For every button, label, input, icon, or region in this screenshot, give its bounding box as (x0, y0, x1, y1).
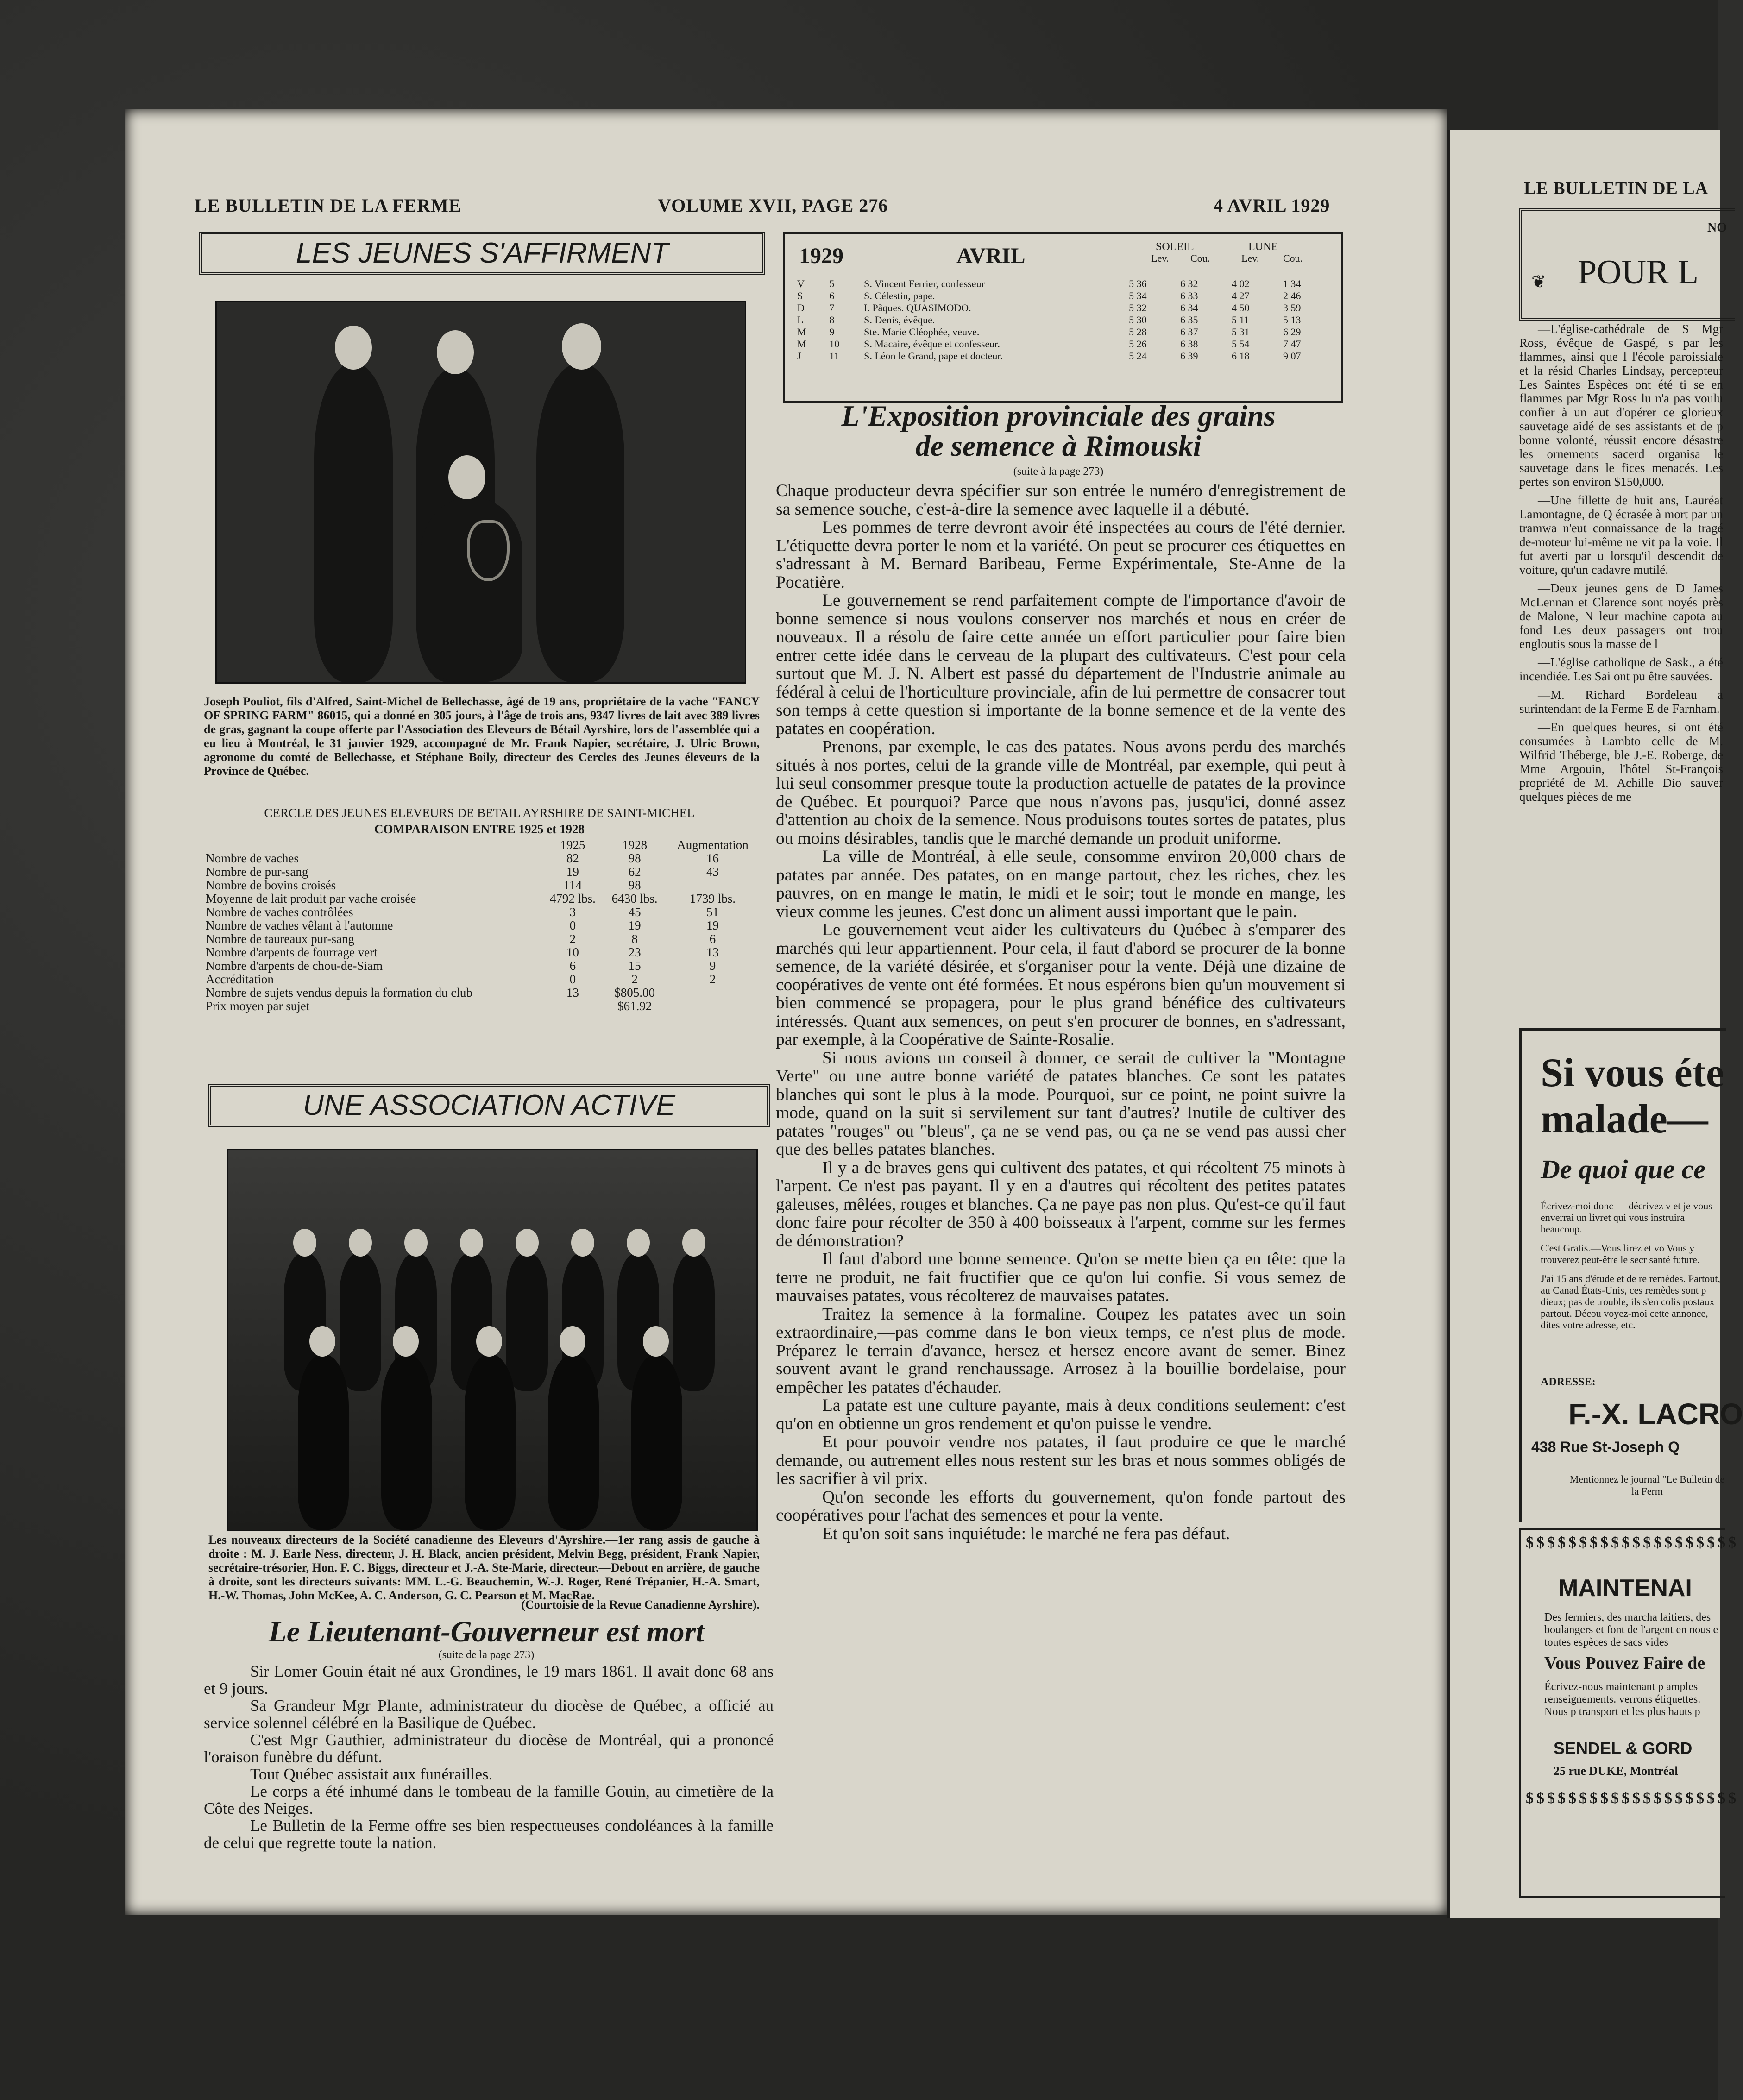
cercle-row (204, 973, 760, 986)
ad1-street: 438 Rue St-Joseph Q (1531, 1439, 1680, 1455)
cercle-row (204, 1000, 760, 1013)
calendar-cell: 10 (829, 338, 840, 350)
jeunes-title: LES JEUNES S'AFFIRMENT (199, 232, 765, 275)
ad1-title2: malade— (1541, 1097, 1708, 1142)
cercle-header-cell: Augmentation (677, 838, 749, 852)
exposition-paragraph: Si nous avions un conseil à donner, ce serait de cultiver la "Montagne Verte" ou une autre bonne variété de patates blanches. Ce sont les patates blanches qui sont le plus à la mode. Pourquoi, sur ce point, ne point suivre la mode, quand on la suit si servilement sur tant d'autres? Inutile de cultiver des patates "rouges" ou "bleus", ça ne se vend pas, ou ça ne se vend pas aussi cher que des belles patates blanches. (776, 1048, 1346, 1159)
jeunes-caption: Joseph Pouliot, fils d'Alfred, Saint-Michel de Bellechasse, âgé de 19 ans, propriétaire de la vache "FANCY OF SPRING FARM" 86015, qui a donné en 305 jours, à l'âge de trois ans, 9347 livres de lait avec 389 livres de gras, gagnant la coupe offerte par l'Association des Eleveurs de Bétail Ayrshire, lors de l'assemblée qui a eu lieu à Montréal, le 31 janvier 1929, accompagné de Mr. Frank Napier, secrétaire, J. Ulric Brown, agronome du comté de Bellechasse, et Stéphane Boily, directeur des Cercles des Jeunes éleveurs de la Province de Québec. (204, 695, 760, 778)
cercle-cell: 19 (706, 918, 719, 932)
right-box-title: POUR L (1578, 253, 1699, 291)
cercle-cell: 19 (566, 865, 579, 879)
calendar-row (794, 350, 1332, 362)
cercle-cell: Nombre de vaches vêlant à l'automne (206, 918, 393, 932)
calendar-cell: 3 59 (1283, 302, 1301, 314)
cercle-cell: 10 (566, 945, 579, 959)
header-date: 4 AVRIL 1929 (1214, 195, 1330, 216)
calendar-cell: 5 32 (1129, 302, 1147, 314)
lieutenant-suite: (suite de la page 273) (438, 1649, 535, 1661)
exposition-paragraph: Chaque producteur devra spécifier sur son entrée le numéro d'enregistrement de sa semence souche, c'est-à-dire la semence avec laquelle il a débuté. (776, 481, 1346, 519)
calendar-row (794, 302, 1332, 314)
cercle-cell: 6430 lbs. (611, 892, 658, 905)
cercle-cell: Nombre de sujets vendus depuis la formation du club (206, 986, 472, 1000)
jeunes-photo (215, 301, 746, 684)
ad2-sub: Vous Pouvez Faire de (1544, 1654, 1705, 1673)
cercle-row (204, 932, 760, 946)
calendar-cell: 1 34 (1283, 278, 1301, 289)
ad2-addr: 25 rue DUKE, Montréal (1554, 1764, 1678, 1778)
exposition-paragraph: Prenons, par exemple, le cas des patates. Nous avons perdu des marchés situés à nos portes, celui de la grande ville de Montréal, par exemple, qui peut à lui seul consommer presque toute la production actuelle de patates de la province de Québec. Et pourquoi? Parce que nous n'avons pas, jusqu'ici, donné assez d'attention au choix de la semence. Nous produisons toutes sortes de patates, plus ou moins désirables, tandis que le marché demande un produit uniforme. (776, 737, 1346, 848)
exposition-paragraph: Traitez la semence à la formaline. Coupez les patates avec un soin extraordinaire,—pas comme dans le bon vieux temps, ce n'est plus de mode. Préparez le terrain d'avance, hersez et hersez encore avant de semer. Binez souvent avant le grand renchaussage. Arrosez à la bouillie bordelaise, pour empêcher les patates d'échauder. (776, 1304, 1346, 1397)
calendar-cell: M (797, 338, 806, 350)
exposition-paragraph: La patate est une culture payante, mais à deux conditions seulement: c'est qu'on en obtienne un gros rendement et qu'on puisse le vendre. (776, 1396, 1346, 1434)
calendar-cell: S. Vincent Ferrier, confesseur (864, 278, 985, 289)
ad1-title1: Si vous éte (1541, 1050, 1724, 1095)
ad2-text: Des fermiers, des marcha laitiers, des boulangers et font de l'argent en nous e toutes espèces de sacs vides (1544, 1611, 1718, 1648)
exposition-paragraph: Il faut d'abord une bonne semence. Qu'on se mette bien ça en tête: que la terre ne produit, ne fait fructifier que ce qu'on lui confie. Si vous semez de mauvaises patates, vous récolterez de mauvaises patates. (776, 1250, 1346, 1305)
cercle-row (204, 892, 760, 905)
exposition-paragraph: Qu'on seconde les efforts du gouvernement, qu'on fonde partout des coopératives pour l'achat des semences et pour la vente. (776, 1487, 1346, 1525)
calendar-month: AVRIL (956, 244, 1026, 268)
cercle-cell: 51 (706, 905, 719, 919)
cercle-cell: 82 (566, 851, 579, 865)
lieutenant-paragraph: Le corps a été inhumé dans le tombeau de la famille Gouin, au cimetière de la Côte des Neiges. (204, 1782, 774, 1817)
cercle-cell: Accréditation (206, 972, 274, 986)
calendar-cell: 6 29 (1283, 326, 1301, 338)
calendar-cell: 5 31 (1232, 326, 1250, 338)
cercle-cell: Nombre d'arpents de chou-de-Siam (206, 959, 383, 973)
calendar-cell: 5 36 (1129, 278, 1147, 289)
calendar-year: 1929 (799, 244, 843, 268)
cercle-cell: 16 (706, 851, 719, 865)
calendar-cell: 4 27 (1232, 290, 1250, 302)
cercle-cell: 6 (569, 959, 576, 973)
calendar-cell: 2 46 (1283, 290, 1301, 302)
calendar-cell: S. Denis, évêque. (864, 314, 935, 326)
ad1-adresse: ADRESSE: (1541, 1376, 1596, 1388)
lieutenant-paragraph: Le Bulletin de la Ferme offre ses bien respectueuses condoléances à la famille de celui que regrette toute la nation. (204, 1817, 774, 1852)
ad2-dollars-bottom: $$$$$$$$$$$$$$$$$$$$ (1526, 1790, 1739, 1807)
cercle-row (204, 905, 760, 919)
exposition-paragraph: Et qu'on soit sans inquiétude: le marché ne fera pas défaut. (822, 1524, 1230, 1543)
calendar-cell: 6 33 (1180, 290, 1198, 302)
calendar-cell: 6 37 (1180, 326, 1198, 338)
calendar-cell: I. Pâques. QUASIMODO. (864, 302, 971, 314)
cercle-cell: 19 (628, 918, 641, 932)
right-news-paragraph: —Deux jeunes gens de D James McLennan et Clarence sont noyés près de Malone, N leur machine capota au fond Les deux passagers ont trou engloutis sous la masse de l (1519, 581, 1723, 651)
exposition-body (776, 482, 1346, 1543)
right-box-small: NO (1707, 220, 1727, 235)
cercle-header-row (204, 838, 760, 852)
ad-sendel (1519, 1528, 1739, 1898)
cercle-cell: 2 (631, 972, 638, 986)
right-news (1519, 322, 1723, 808)
cercle-cell: 114 (563, 878, 582, 892)
cercle-cell: 0 (569, 918, 576, 932)
cercle-subtitle: COMPARAISON ENTRE 1925 et 1928 (374, 822, 585, 836)
ad1-name: F.-X. LACRO (1568, 1397, 1743, 1431)
calendar-soleil: SOLEIL (1156, 241, 1194, 253)
calendar-cell: S. Léon le Grand, pape et docteur. (864, 350, 1003, 362)
ad1-text: Écrivez-moi donc — décrivez v et je vous enverrai un livret qui vous instruira beaucoup. C'est Gratis.—Vous lirez et vo Vous y trouverez peut-être le secr santé future. J'ai 15 ans d'étude et de re remèdes. Partout, au Canad États-Unis, ces remèdes sont p dieux; pas de trouble, ils s'en colis postaux partout. Décou voyez-moi cette annonce, dites votre adresse, etc. (1541, 1200, 1720, 1331)
ad2-text2: Écrivez-nous maintenant p amples renseignements. verrons étiquettes. Nous p transport et les plus hauts p (1544, 1681, 1701, 1718)
right-news-paragraph: —Une fillette de huit ans, Lauréat Lamontagne, de Q écrasée à mort par un tramwa n'eut connaissance de la tragé de-moteur lui-même ne vit pa la voie. Il fut averti par u lorsqu'il descendit de voiture, qu'un cadavre mutilé. (1519, 493, 1723, 577)
cercle-cell: 3 (569, 905, 576, 919)
exposition-title-1: L'Exposition provinciale des grains (841, 399, 1276, 432)
association-photo (227, 1149, 758, 1531)
exposition-paragraph: Il y a de braves gens qui cultivent des patates, et qui récoltent 75 minots à l'arpent. Ce n'est pas payant. Il y en a d'autres qui récoltent des petites patates galeuses, mêlées, rouges et blanches. Ça ne paye pas non plus. Qu'est-ce qu'il faut donc faire pour récolter de 350 à 400 boisseaux à l'arpent, comme sur les fermes de démonstration? (776, 1158, 1346, 1251)
calendar-cell: 5 28 (1129, 326, 1147, 338)
cercle-row (204, 959, 760, 973)
lieutenant-body (204, 1663, 774, 1851)
cercle-cell: 62 (628, 865, 641, 879)
cercle-row (204, 946, 760, 959)
calendar-cell: V (797, 278, 805, 289)
cercle-header-cell: 1928 (622, 838, 648, 852)
lieutenant-title: Le Lieutenant-Gouverneur est mort (268, 1615, 705, 1648)
cercle-cell: Nombre de taureaux pur-sang (206, 932, 355, 946)
right-news-paragraph: —M. Richard Bordeleau a surintendant de la Ferme E de Farnham. (1519, 688, 1723, 716)
exposition-paragraph: Les pommes de terre devront avoir été inspectées au cours de l'été dernier. L'étiquette devra porter le nom et la variété. On peut se procurer ces étiquettes en s'adressant à M. Bernard Baribeau, Ferme Expérimentale, Ste-Anne de la Pocatière. (776, 518, 1346, 592)
calendar-cell: 6 38 (1180, 338, 1198, 350)
calendar-cell: 11 (829, 350, 839, 362)
cercle-cell (542, 1000, 604, 1013)
cercle-cell: Prix moyen par sujet (206, 999, 310, 1013)
cercle-cell: 13 (706, 945, 719, 959)
cercle-cell: Nombre de vaches contrôlées (206, 905, 353, 919)
association-caption: Les nouveaux directeurs de la Société canadienne des Eleveurs d'Ayrshire.—1er rang assis de gauche à droite : M. J. Earle Ness, directeur, J. H. Black, ancien président, Melvin Begg, président, Frank Napier, secrétaire-trésorier, Hon. F. C. Biggs, directeur et J.-A. Ste-Marie, directeur.—Debout en arrière, de gauche à droite, sont les directeurs suivants: MM. L.-G. Beauchemin, W.-J. Roger, René Trépanier, H.-A. Smart, H.-W. Thomas, John McKee, A. C. Anderson, G. C. Pearson et M. MacRae. (208, 1533, 760, 1602)
cercle-cell: Nombre d'arpents de fourrage vert (206, 945, 378, 959)
calendar-row (794, 278, 1332, 290)
ad2-name: SENDEL & GORD (1554, 1739, 1693, 1758)
calendar-cell: 5 11 (1232, 314, 1249, 326)
cercle-cell: Nombre de pur-sang (206, 865, 308, 879)
calendar-row (794, 326, 1332, 338)
right-news-paragraph: —En quelques heures, si ont été consumées à Lambto celle de M. Wilfrid Théberge, ble J.-E. Roberge, de Mme Argouin, l'hôtel St-François propriété de M. Achille Dio sauver quelques pièces de me (1519, 720, 1723, 804)
calendar-cell: 9 (829, 326, 835, 338)
cercle-cell: 1739 lbs. (689, 892, 736, 905)
exposition-paragraph: Et pour pouvoir vendre nos patates, il faut produire ce que le marché demande, ou autrement elles nous restent sur les bras et nous sommes obligés de les sacrifier à vil prix. (776, 1433, 1346, 1488)
calendar-cell: S. Macaire, évêque et confesseur. (864, 338, 1000, 350)
cercle-cell: 6 (709, 932, 716, 946)
cercle-cell: 98 (628, 878, 641, 892)
cercle-row (204, 852, 760, 865)
exposition-paragraph: Le gouvernement veut aider les cultivateurs du Québec à s'emparer des marchés qui leur appartiennent. Pour cela, il faut d'abord se procurer de la bonne semence, de la variété désirée, et s'organiser pour la vente. Déjà une dizaine de coopératives de vente ont été formées. Et nous espérons bien qu'un mouvement si bien commencé se propagera, pour le plus grand bénéfice des cultivateurs intéressés. Quant aux semences, on peut s'en procurer de bonnes, en s'adressant, par exemple, à la Coopérative de Sainte-Rosalie. (776, 920, 1346, 1049)
cercle-cell: Moyenne de lait produit par vache croisée (206, 892, 416, 905)
calendar-cell: 4 50 (1232, 302, 1250, 314)
cercle-cell: 98 (628, 851, 641, 865)
calendar-cell: 5 34 (1129, 290, 1147, 302)
association-credit: (Courtoisie de la Revue Canadienne Ayrshire). (521, 1598, 760, 1611)
calendar-cell: 6 (829, 290, 835, 302)
right-news-paragraph: —L'église-cathédrale de S Mgr Ross, évêque de Gaspé, s par les flammes, ainsi que l l'école paroissiale et la résid Charles Lindsay, percepteur Les Saintes Espèces ont été ti se en flammes par Mgr Ross lu n'a pas voulu confier à un aut d'opérer ce glorieux sauvetage aidé de ses assistants et de p bonne volonté, réussit encore désastre les ornements sacerd organisa le sauvetage dans le fices menacés. Les pertes son environ $150,000. (1519, 322, 1723, 489)
right-header: LE BULLETIN DE LA (1524, 179, 1709, 198)
cercle-title: CERCLE DES JEUNES ELEVEURS DE BETAIL AYRSHIRE DE SAINT-MICHEL (264, 806, 695, 820)
calendar-cell: 7 47 (1283, 338, 1301, 350)
header-title: LE BULLETIN DE LA FERME (195, 195, 462, 216)
calendar-table (794, 278, 1332, 362)
calendar-cell: L (797, 314, 804, 326)
calendar-cell: D (797, 302, 805, 314)
calendar-cell: 7 (829, 302, 835, 314)
calendar-cell: 6 39 (1180, 350, 1198, 362)
exposition-title-2: de semence à Rimouski (915, 429, 1202, 462)
calendar-cell: 5 24 (1129, 350, 1147, 362)
right-news-paragraph: —L'église catholique de Sask., a été incendiée. Les Sai ont pu être sauvées. (1519, 655, 1723, 683)
cercle-cell: 43 (706, 865, 719, 879)
calendar-cell: 6 35 (1180, 314, 1198, 326)
lieutenant-paragraph: C'est Mgr Gauthier, administrateur du diocèse de Montréal, qui a prononcé l'oraison funèbre du défunt. (204, 1731, 774, 1766)
cercle-row (204, 986, 760, 1000)
cercle-cell: 0 (569, 972, 576, 986)
cercle-cell: 45 (628, 905, 641, 919)
calendar-cell: 5 54 (1232, 338, 1250, 350)
ad1-mention: Mentionnez le journal "Le Bulletin de la Ferm (1569, 1473, 1725, 1497)
cercle-cell: 2 (709, 972, 716, 986)
calendar-cell: 5 13 (1283, 314, 1301, 326)
lieutenant-paragraph: Sa Grandeur Mgr Plante, administrateur du diocèse de Québec, a officié au service solennel célébré en la Basilique de Québec. (204, 1697, 774, 1732)
exposition-paragraph: La ville de Montréal, à elle seule, consomme environ 20,000 chars de patates par année. Des patates, on en mange partout, chez les riches, chez les pauvres, on en mange le matin, le midi et le soir; tout le monde en mange, les vieux comme les jeunes. C'est donc un aliment aussi important que le pain. (776, 847, 1346, 921)
ad1-sub: De quoi que ce (1541, 1154, 1705, 1184)
calendar-row (794, 290, 1332, 302)
right-box (1519, 208, 1735, 321)
calendar-row (794, 314, 1332, 326)
cercle-cell: 8 (631, 932, 638, 946)
ad-lacroix (1519, 1028, 1743, 1522)
calendar-cell: S (797, 290, 803, 302)
cercle-cell (666, 986, 760, 1000)
calendar-row (794, 338, 1332, 350)
lieutenant-paragraph: Tout Québec assistait aux funérailles. (250, 1765, 493, 1783)
lieutenant-paragraph: Sir Lomer Gouin était né aux Grondines, le 19 mars 1861. Il avait donc 68 ans et 9 jours. (204, 1662, 774, 1698)
cercle-row (204, 865, 760, 879)
calendar-subheaders: Lev. Cou. Lev. Cou. (1151, 252, 1303, 264)
cercle-row (204, 919, 760, 932)
calendar-cell: 6 18 (1232, 350, 1250, 362)
calendar-cell: 8 (829, 314, 835, 326)
exposition-paragraph: Le gouvernement se rend parfaitement compte de l'importance d'avoir de bonne semence si nous voulons conserver nos marchés et nous en créer de nouveaux. Il a résolu de faire cette année un effort particulier pour faire bien entrer cette idée dans le cerveau de la plupart des cultivateurs. C'est pour cela surtout que M. J. N. Albert est passé du département de l'Industrie animale au fédéral à celui de l'horticulture provinciale, afin de lui permettre de consacrer tout son temps à cette question si importante de la bonne semence et de la vente des patates en coopération. (776, 591, 1346, 738)
calendar-cell: 6 34 (1180, 302, 1198, 314)
cercle-cell (666, 1000, 760, 1013)
cercle-cell: $61.92 (617, 999, 652, 1013)
calendar-cell: M (797, 326, 806, 338)
cercle-table (204, 838, 760, 1013)
cercle-cell: 4792 lbs. (549, 892, 596, 905)
ad2-title: MAINTENAI (1558, 1575, 1692, 1602)
cercle-header-cell (204, 838, 542, 852)
calendar-cell: 5 (829, 278, 835, 289)
header-volume: VOLUME XVII, PAGE 276 (658, 195, 888, 216)
calendar-cell: 9 07 (1283, 350, 1301, 362)
cercle-cell: 13 (566, 986, 579, 1000)
calendar-cell: 5 26 (1129, 338, 1147, 350)
cercle-cell: 15 (628, 959, 641, 973)
cercle-header-cell: 1925 (560, 838, 585, 852)
cercle-cell: 9 (709, 959, 716, 973)
cercle-cell: Nombre de bovins croisés (206, 878, 336, 892)
calendar-cell: 5 30 (1129, 314, 1147, 326)
calendar-lune: LUNE (1248, 241, 1278, 253)
ad2-dollars-top: $$$$$$$$$$$$$$$$$$$$ (1526, 1534, 1739, 1551)
cercle-cell: $805.00 (614, 986, 655, 1000)
exposition-suite: (suite à la page 273) (1013, 465, 1104, 478)
calendar-cell: S. Célestin, pape. (864, 290, 935, 302)
cercle-cell: 2 (569, 932, 576, 946)
cercle-row (204, 879, 760, 892)
cercle-cell (666, 879, 760, 892)
calendar-box (783, 232, 1343, 403)
cercle-cell: Nombre de vaches (206, 851, 299, 865)
cercle-cell: 23 (628, 945, 641, 959)
calendar-cell: 4 02 (1232, 278, 1250, 289)
association-title: UNE ASSOCIATION ACTIVE (208, 1084, 770, 1127)
calendar-cell: Ste. Marie Cléophée, veuve. (864, 326, 980, 338)
calendar-cell: J (797, 350, 801, 362)
calendar-cell: 6 32 (1180, 278, 1198, 289)
flower-icon: ❦ (1531, 272, 1546, 292)
